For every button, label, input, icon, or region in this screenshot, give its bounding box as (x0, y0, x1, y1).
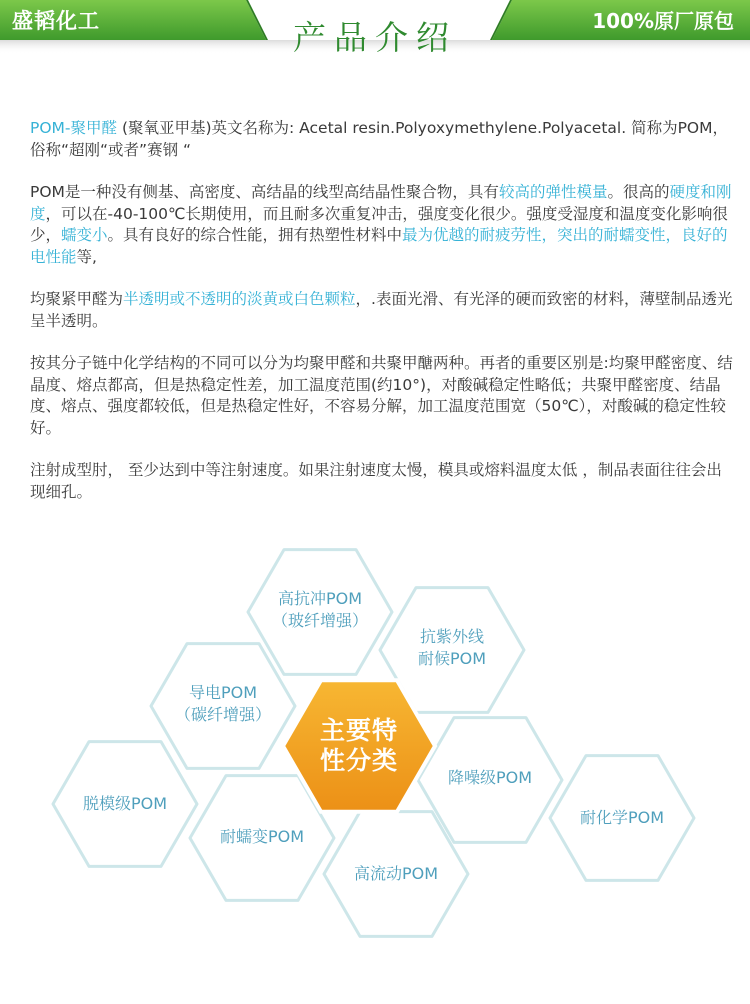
release-pom-label: 脱模级POM (82, 794, 168, 813)
appearance-paragraph (30, 289, 734, 332)
text: 均聚紧甲醛为 (30, 290, 124, 308)
highlight: 蠕变小 (61, 226, 108, 244)
text: ，可以在-40-100℃长期使用，而且耐多次重复冲击，强度变化很少。强度受湿度和温度变化影响很少， (30, 204, 728, 244)
text: 。具有良好的综合性能，拥有热塑性材料中 (107, 226, 403, 244)
highlight: 较高的弹性模量 (498, 183, 608, 201)
product-name: POM-聚甲醛 (30, 119, 118, 137)
creep-pom-label: 耐蠕变POM (219, 827, 305, 846)
highlight: 硬度和刚度 (30, 183, 732, 223)
noise-pom-label: 降噪级POM (447, 768, 533, 787)
header-banner (0, 0, 750, 70)
impact-pom-label: 高抗冲POM （玻纤增强） (271, 589, 369, 630)
feature-hexagon-diagram (0, 500, 750, 1000)
types-paragraph: 按其分子链中化学结构的不同可以分为均聚甲醛和共聚甲醣两种。再者的重要区别是:均聚甲醛密度、结晶度、熔点都高，但是热稳定性差，加工温度范围(约10°)，对酸碱稳定性略低；共聚甲醛密度、结晶度、熔点、强度都较低，但是热稳定性好，不容易分解，加工温度范围宽（50℃），对酸碱的稳定性较好。 (30, 354, 733, 437)
highlight: 最为优越的耐疲劳性，突出的耐蠕变性，良好的电性能 (30, 226, 728, 266)
center-label: 主要特 性分类 (319, 716, 399, 775)
uv-pom-label: 抗紫外线 耐候POM (417, 627, 487, 668)
page-title: 产品介绍 (293, 18, 457, 57)
chemical-pom-label: 耐化学POM (579, 808, 665, 827)
highlight: 半透明或不透明的淡黄或白色颗粒 (123, 290, 356, 308)
flow-pom-label: 高流动POM (353, 864, 439, 883)
intro-paragraph (30, 118, 734, 161)
text: 等, (76, 247, 97, 266)
product-description (30, 118, 734, 524)
conductive-pom-label: 导电POM （碳纤增强） (174, 683, 272, 724)
text: 。很高的 (607, 183, 670, 201)
text: ，.表面光滑、有光泽的硬而致密的材料，薄壁制品透光呈半透明。 (30, 290, 733, 330)
text: POM是一种没有侧基、高密度、高结晶的线型高结晶性聚合物，具有 (30, 183, 499, 201)
molding-paragraph: 注射成型肘， 至少达到中等注射速度。如果注射速度太慢，模具或熔料温度太低 ，制品表面往往会出现细孔。 (30, 461, 722, 501)
intro-text: (聚氧亚甲基)英文名称为: Acetal resin.Polyoxymethylene.Polyacetal. 简称为POM，俗称“超刚“或者”赛钢 “ (30, 119, 729, 159)
slogan: 100%原厂原包 (592, 9, 734, 33)
properties-paragraph (30, 182, 734, 268)
brand-name: 盛韬化工 (12, 9, 100, 33)
